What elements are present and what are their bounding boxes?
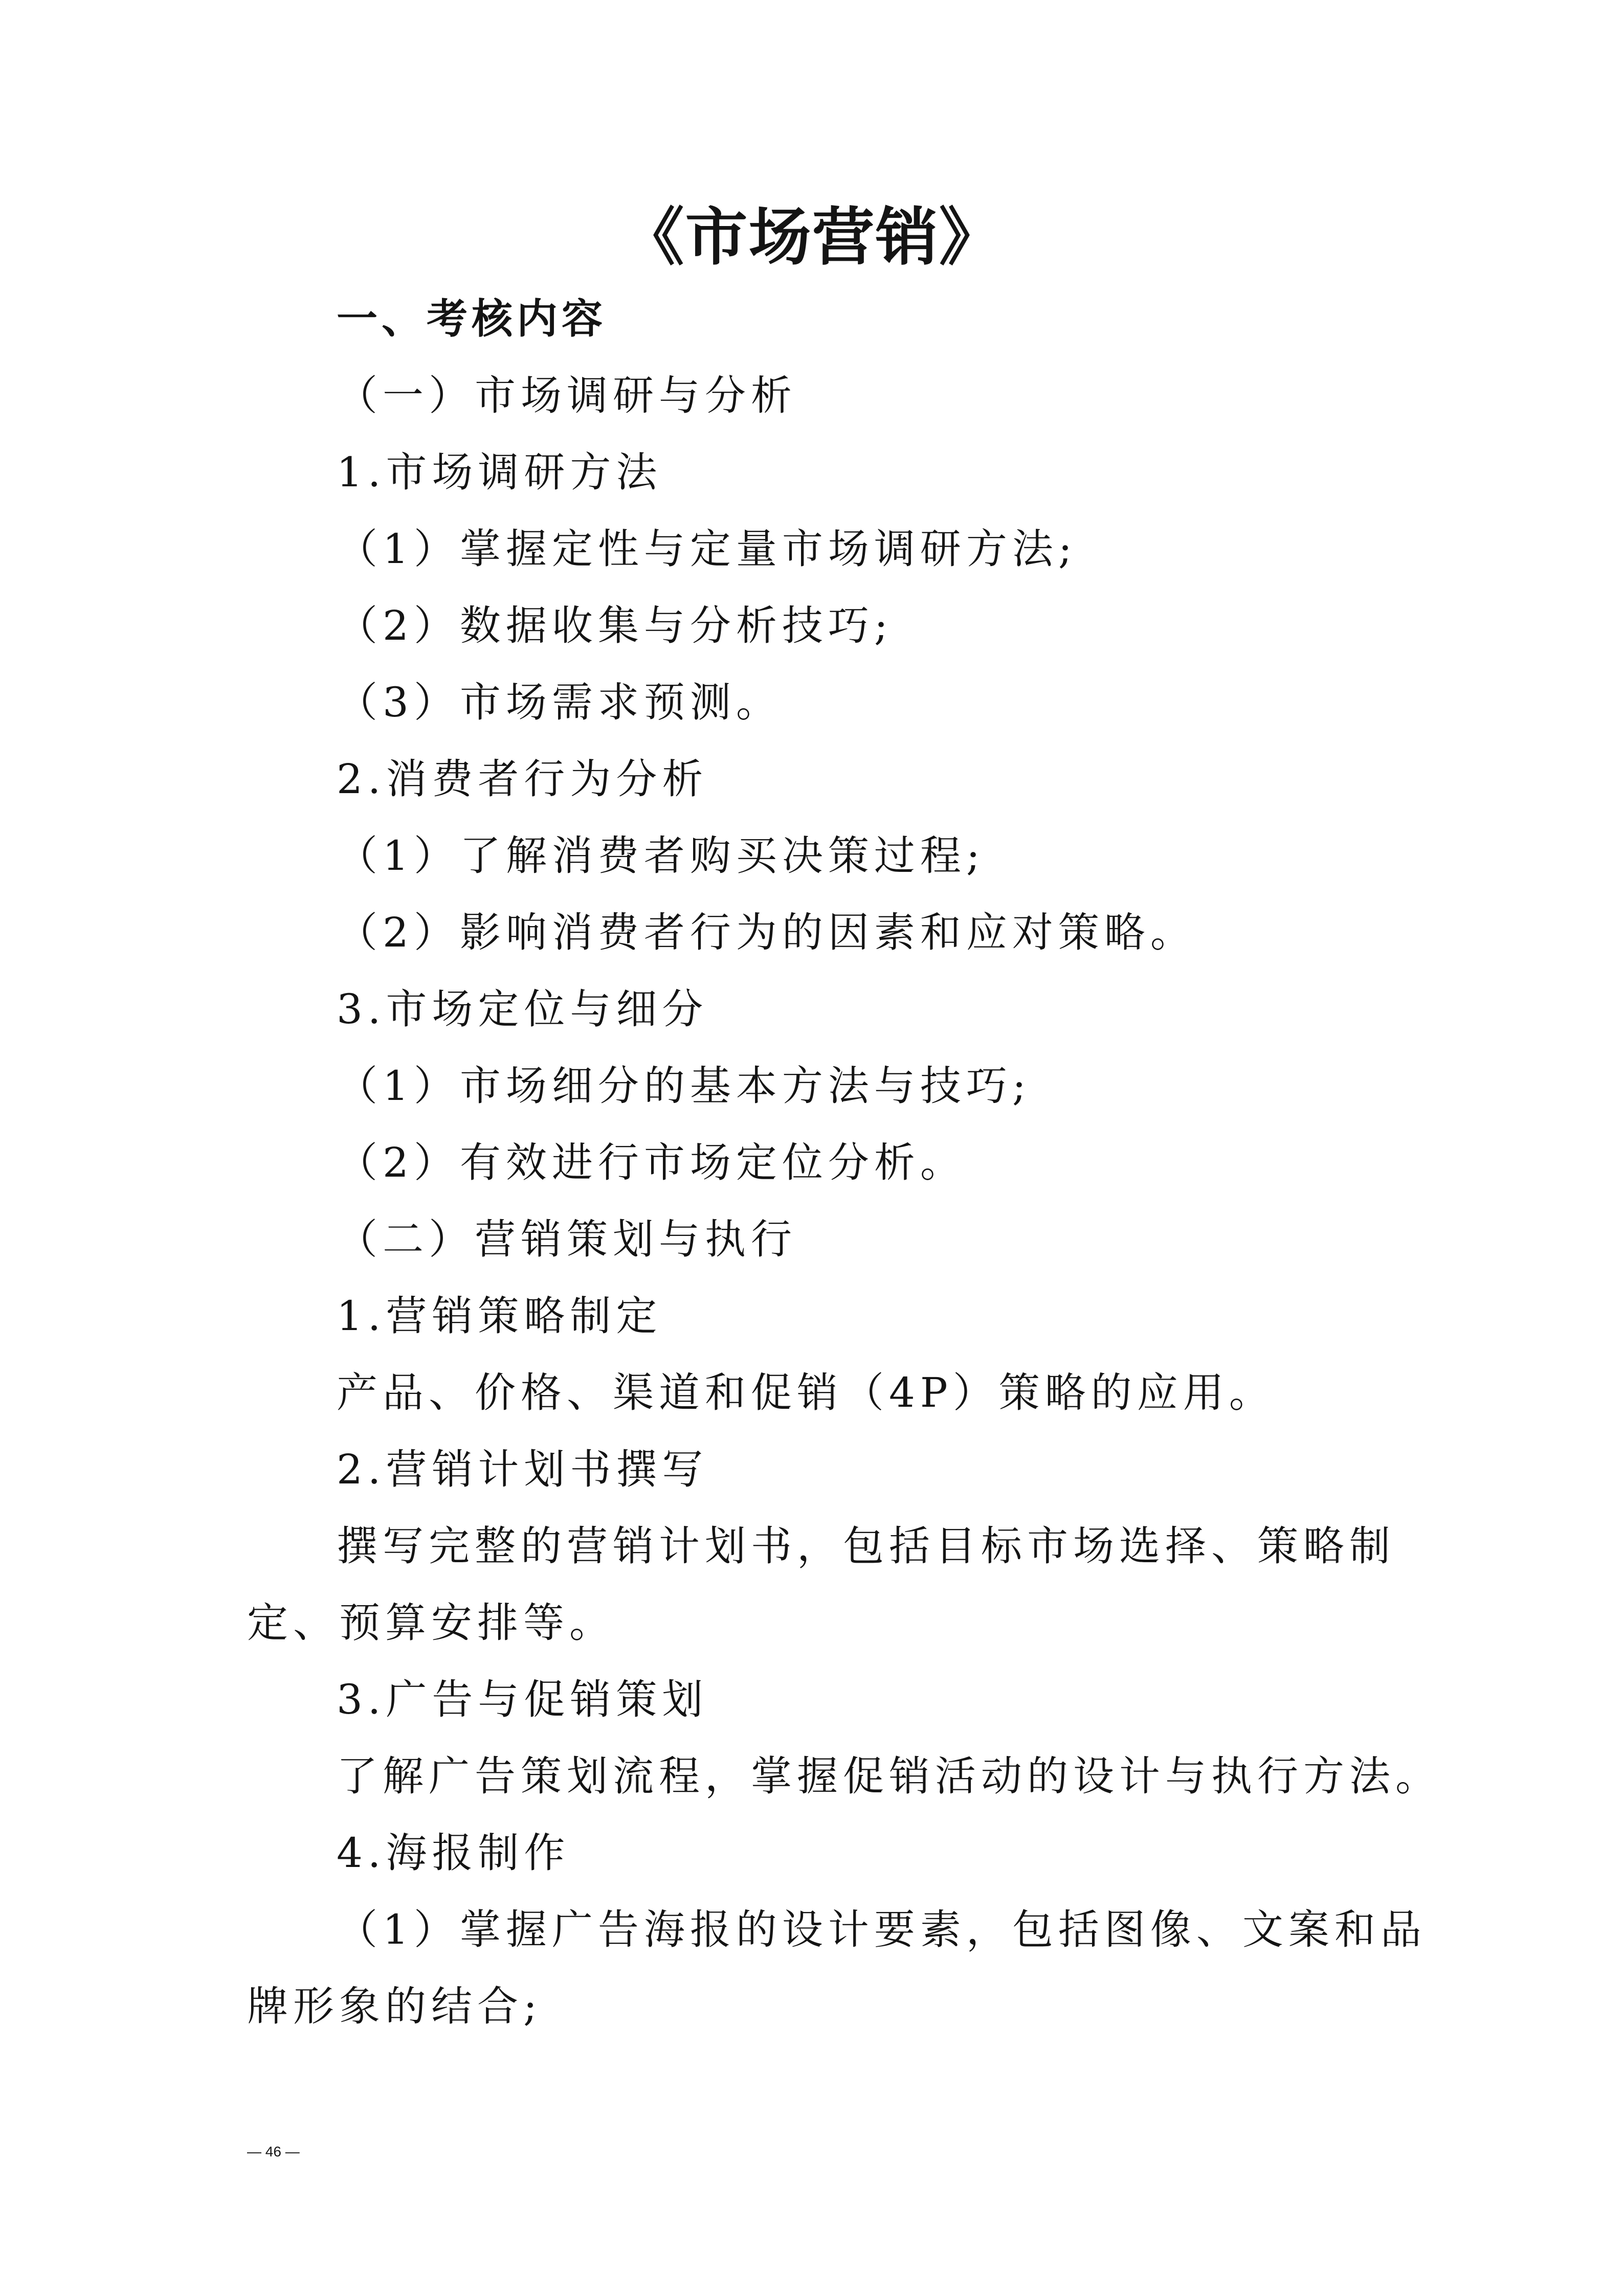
subsection-heading-market-research: （一）市场调研与分析 [337, 372, 797, 419]
paragraph-line: 撰写完整的营销计划书，包括目标市场选择、策略制 [337, 1522, 1395, 1570]
section-heading-assessment-content: 一、考核内容 [337, 295, 607, 343]
list-item: （2）影响消费者行为的因素和应对策略。 [337, 909, 1196, 956]
list-item: （1）掌握定性与定量市场调研方法; [337, 525, 1077, 573]
subsection-heading-marketing-planning: （二）营销策划与执行 [337, 1215, 797, 1263]
list-item: （2）数据收集与分析技巧; [337, 602, 893, 649]
item-heading-positioning-segmentation: 3.市场定位与细分 [337, 985, 708, 1033]
item-heading-advertising: 3.广告与促销策划 [337, 1676, 708, 1723]
item-heading-plan-writing: 2.营销计划书撰写 [337, 1446, 708, 1493]
list-item-continuation: 牌形象的结合; [247, 1983, 542, 2030]
list-item: （3）市场需求预测。 [337, 679, 782, 726]
item-heading-poster: 4.海报制作 [337, 1829, 570, 1877]
list-item: （2）有效进行市场定位分析。 [337, 1139, 966, 1186]
list-item: （1）市场细分的基本方法与技巧; [337, 1062, 1031, 1110]
list-item: （1）掌握广告海报的设计要素，包括图像、文案和品 [337, 1906, 1427, 1953]
item-heading-strategy: 1.营销策略制定 [337, 1292, 662, 1340]
paragraph-line: 定、预算安排等。 [247, 1599, 615, 1647]
item-heading-research-methods: 1.市场调研方法 [337, 448, 662, 496]
page-title: 《市场营销》 [621, 200, 1003, 274]
item-heading-consumer-behavior: 2.消费者行为分析 [337, 755, 708, 803]
paragraph: 产品、价格、渠道和促销（4P）策略的应用。 [337, 1369, 1275, 1416]
paragraph: 了解广告策划流程，掌握促销活动的设计与执行方法。 [337, 1752, 1441, 1800]
page-number: — 46 — [247, 2144, 300, 2159]
list-item: （1）了解消费者购买决策过程; [337, 832, 985, 880]
